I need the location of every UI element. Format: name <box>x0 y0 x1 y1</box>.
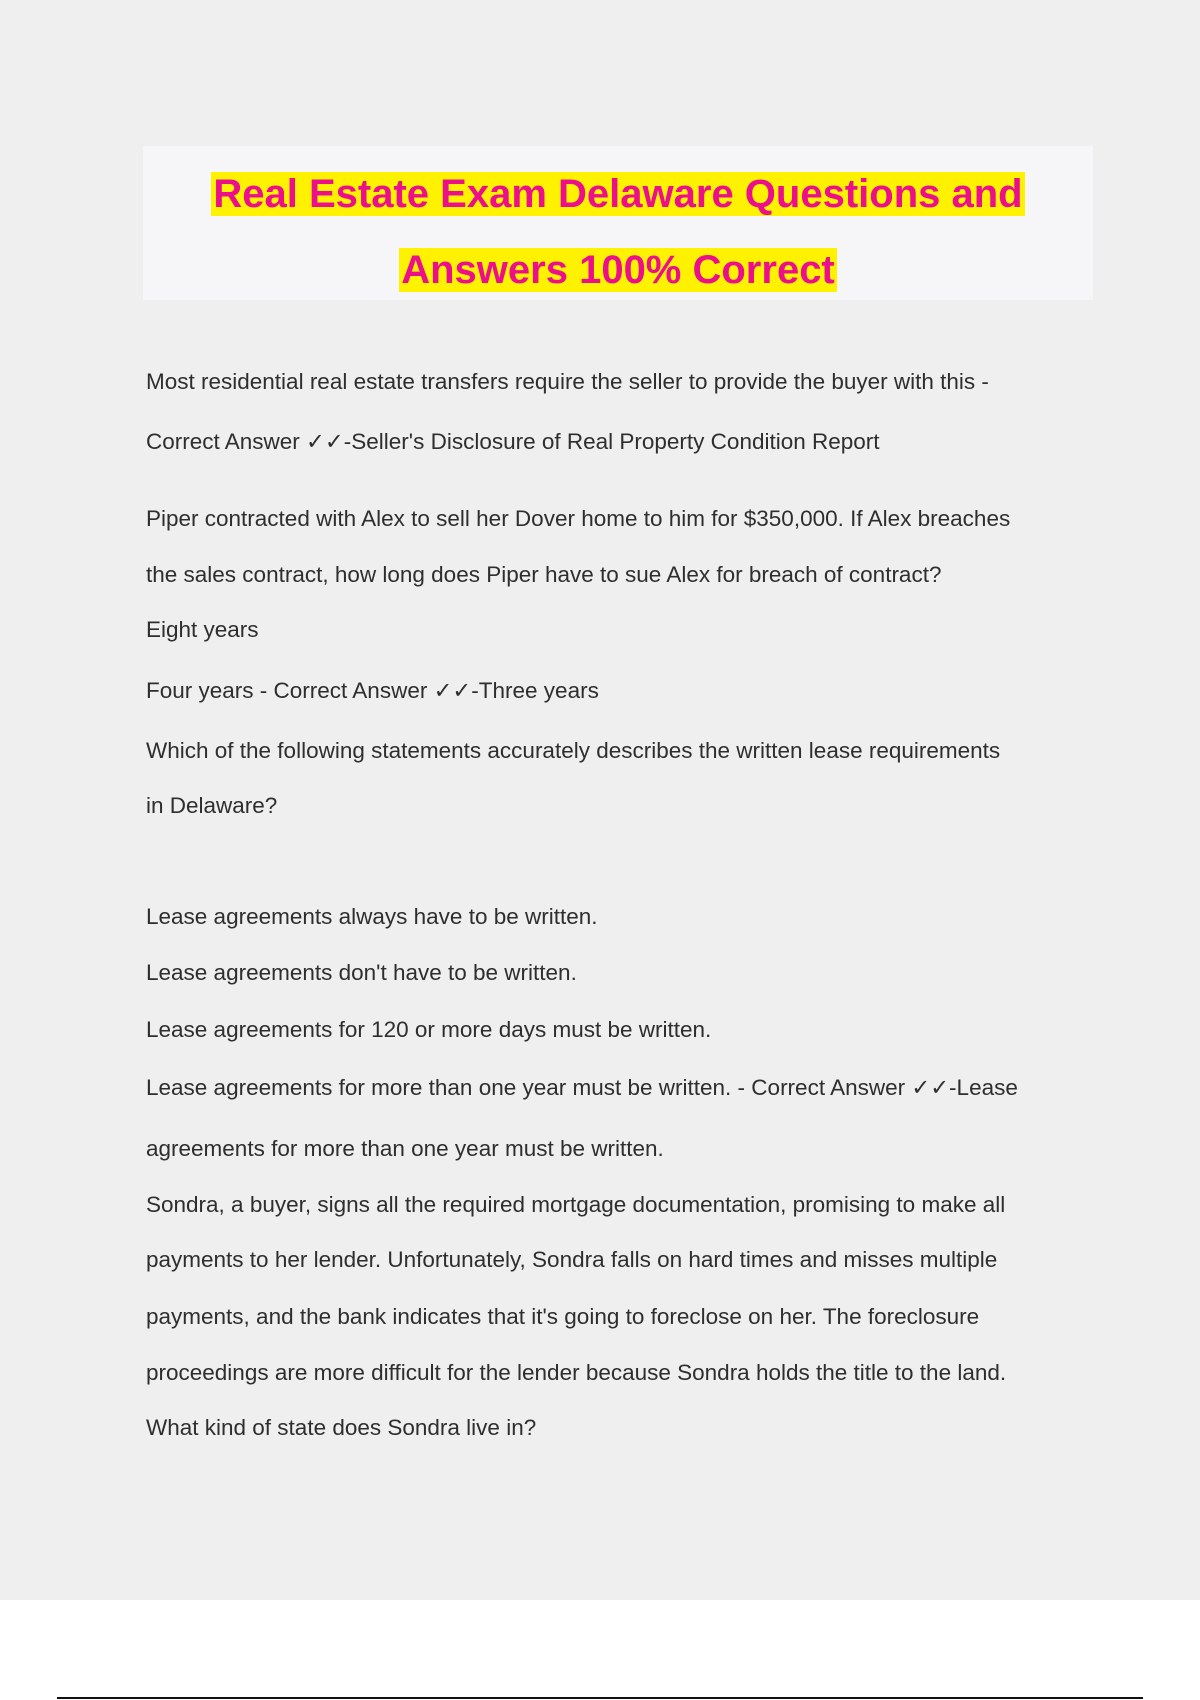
text-line: Four years - Correct Answer ✓✓-Three years <box>146 678 599 703</box>
text-line: Lease agreements always have to be written. <box>146 904 598 929</box>
text-line: Lease agreements don't have to be written. <box>146 960 577 985</box>
text-line: What kind of state does Sondra live in? <box>146 1415 537 1440</box>
text-line: payments to her lender. Unfortunately, Sondra falls on hard times and misses multiple <box>146 1247 998 1272</box>
text-line: payments, and the bank indicates that it's going to foreclose on her. The foreclosure <box>146 1304 980 1329</box>
document-title-line-1: Real Estate Exam Delaware Questions and <box>213 172 1023 216</box>
text-line: agreements for more than one year must be written. <box>146 1136 664 1161</box>
text-line: Which of the following statements accurately describes the written lease requirements <box>146 738 1001 763</box>
text-line: Lease agreements for more than one year must be written. - Correct Answer ✓✓-Lease <box>146 1075 1018 1100</box>
document-title-line-2: Answers 100% Correct <box>401 248 835 292</box>
text-line: Correct Answer ✓✓-Seller's Disclosure of Real Property Condition Report <box>146 429 880 454</box>
text-line: proceedings are more difficult for the lender because Sondra holds the title to the land. <box>146 1360 1007 1385</box>
text-line: the sales contract, how long does Piper have to sue Alex for breach of contract? <box>146 562 942 587</box>
text-line: Most residential real estate transfers require the seller to provide the buyer with this - <box>146 369 989 394</box>
text-line: Sondra, a buyer, signs all the required mortgage documentation, promising to make all <box>146 1192 1006 1217</box>
text-line: Lease agreements for 120 or more days must be written. <box>146 1017 712 1042</box>
text-line: Piper contracted with Alex to sell her Dover home to him for $350,000. If Alex breaches <box>146 506 1011 531</box>
footer-rule <box>57 1697 1143 1699</box>
text-line: Eight years <box>146 617 259 642</box>
text-line: in Delaware? <box>146 793 278 818</box>
document-title-box <box>143 146 1093 300</box>
